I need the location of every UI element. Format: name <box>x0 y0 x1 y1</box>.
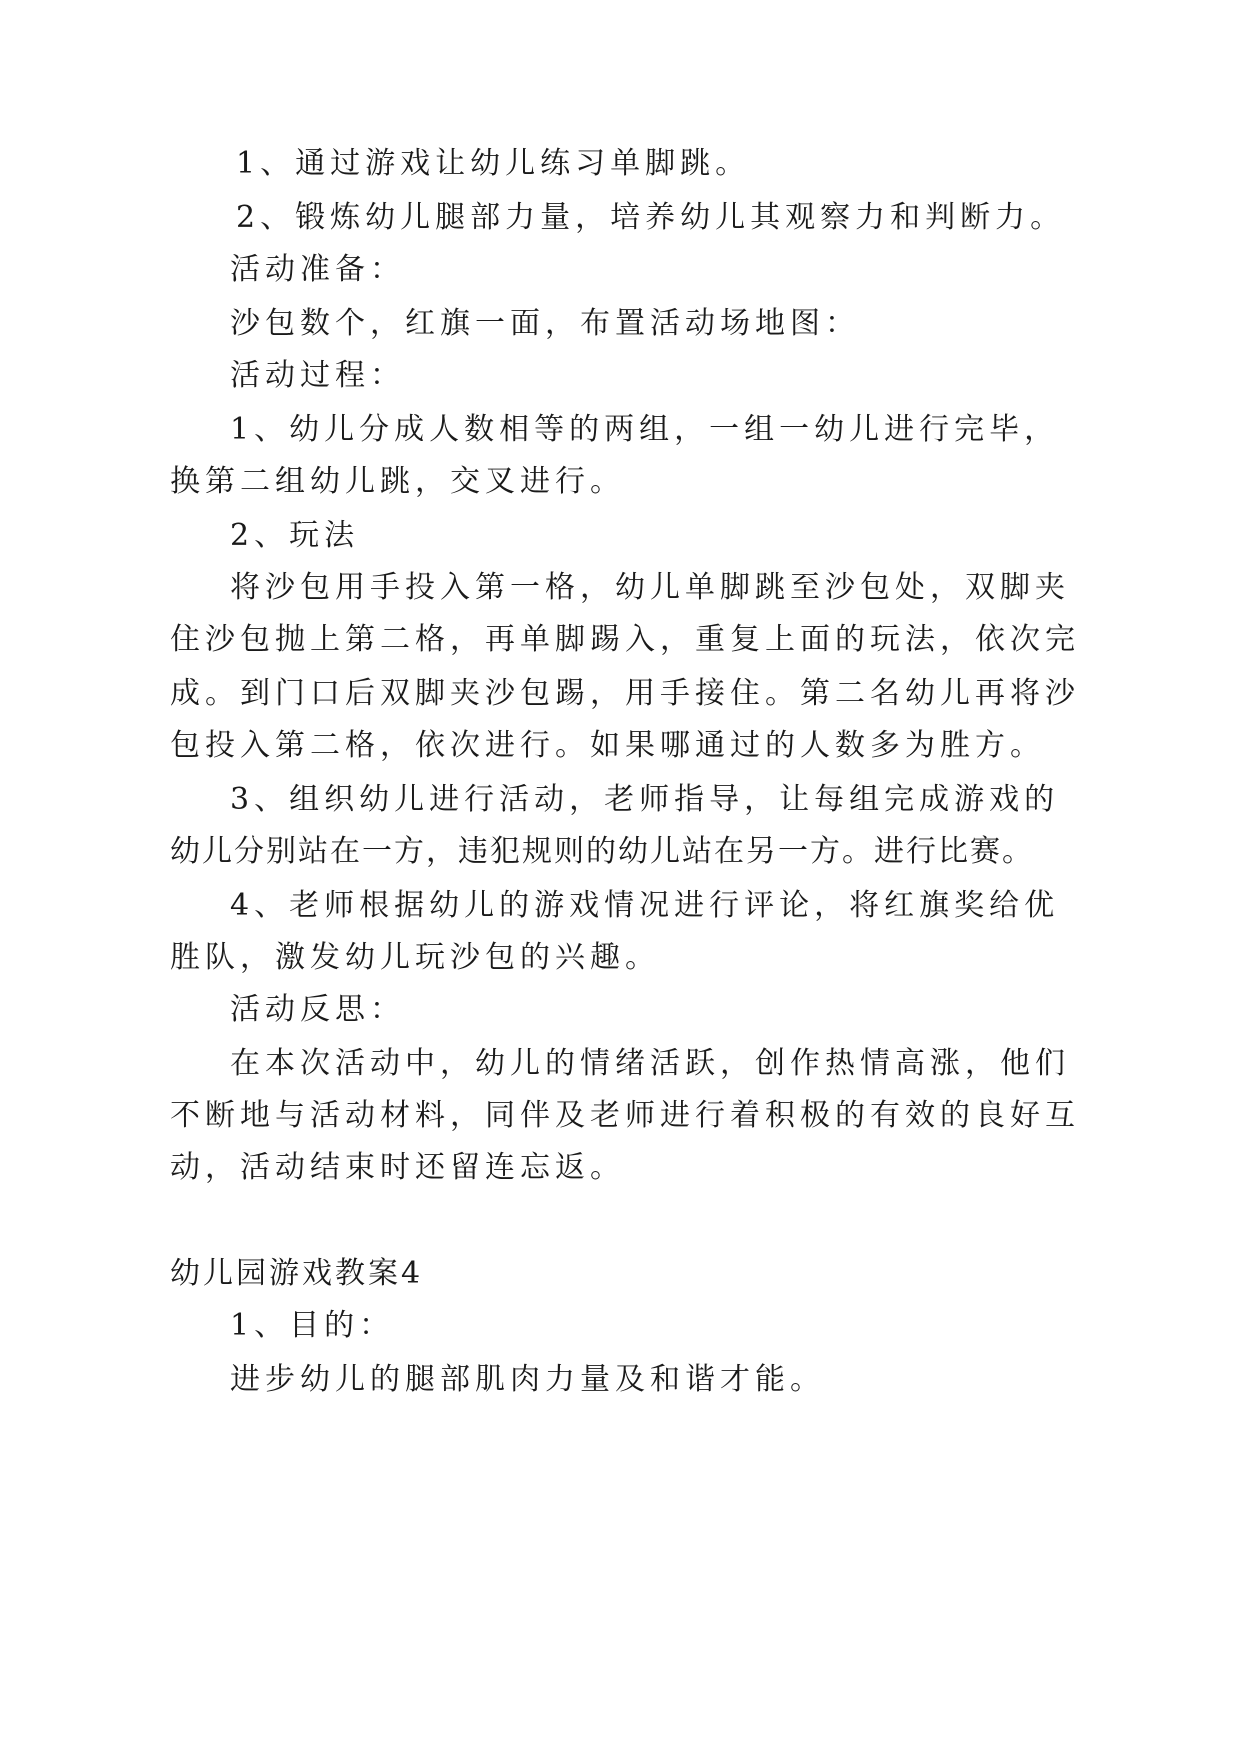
process-step-2-heading: 2、玩法 <box>230 518 360 553</box>
process-step-1-line-1: 1、幼儿分成人数相等的两组，一组一幼儿进行完毕， <box>230 412 1060 447</box>
section-heading-reflection: 活动反思： <box>230 992 405 1027</box>
reflection-line-3: 动，活动结束时还留连忘返。 <box>170 1150 625 1185</box>
section-heading-preparation: 活动准备： <box>230 252 405 287</box>
reflection-line-1: 在本次活动中，幼儿的情绪活跃，创作热情高涨，他们 <box>230 1046 1070 1081</box>
process-step-3-line-1: 3、组织幼儿进行活动，老师指导，让每组完成游戏的 <box>230 782 1060 817</box>
process-step-2-line-2: 住沙包抛上第二格，再单脚踢入，重复上面的玩法，依次完 <box>170 622 1080 657</box>
process-step-2-line-1: 将沙包用手投入第一格，幼儿单脚跳至沙包处，双脚夹 <box>230 570 1070 605</box>
lesson-plan-title: 幼儿园游戏教案4 <box>170 1256 424 1291</box>
section-heading-process: 活动过程： <box>230 358 405 393</box>
objective-item-1: 1、通过游戏让幼儿练习单脚跳。 <box>236 146 751 181</box>
process-step-3-line-2: 幼儿分别站在一方，违犯规则的幼儿站在另一方。进行比赛。 <box>170 834 1034 869</box>
purpose-text: 进步幼儿的腿部肌肉力量及和谐才能。 <box>230 1362 825 1397</box>
preparation-text: 沙包数个，红旗一面，布置活动场地图： <box>230 306 860 341</box>
process-step-4-line-1: 4、老师根据幼儿的游戏情况进行评论，将红旗奖给优 <box>230 888 1060 923</box>
purpose-heading: 1、目的： <box>230 1308 395 1343</box>
process-step-1-line-2: 换第二组幼儿跳，交叉进行。 <box>170 464 625 499</box>
reflection-line-2: 不断地与活动材料，同伴及老师进行着积极的有效的良好互 <box>170 1098 1080 1133</box>
process-step-4-line-2: 胜队，激发幼儿玩沙包的兴趣。 <box>170 940 660 975</box>
process-step-2-line-3: 成。到门口后双脚夹沙包踢，用手接住。第二名幼儿再将沙 <box>170 676 1080 711</box>
process-step-2-line-4: 包投入第二格，依次进行。如果哪通过的人数多为胜方。 <box>170 728 1045 763</box>
objective-item-2: 2、锻炼幼儿腿部力量，培养幼儿其观察力和判断力。 <box>236 200 1066 235</box>
